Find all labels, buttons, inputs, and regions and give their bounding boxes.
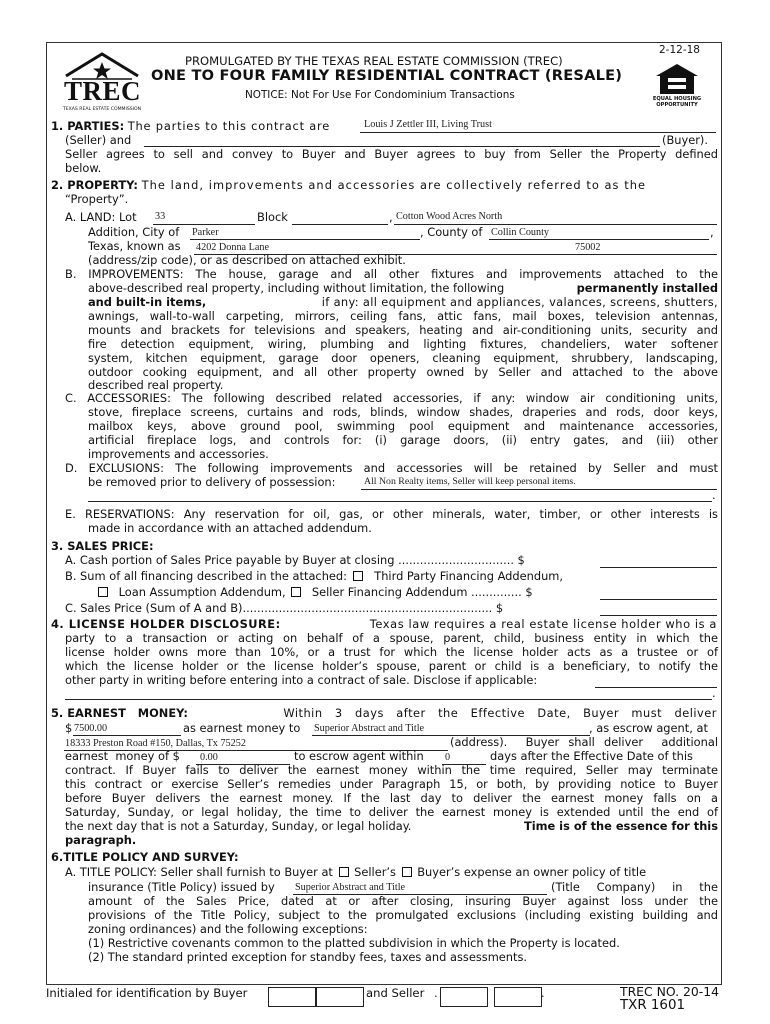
accessories-line-3 [88, 420, 718, 434]
block-comma: , [389, 210, 393, 224]
parties-heading: 1. PARTIES: [51, 119, 125, 133]
trec-logo-subtitle: TEXAS REAL ESTATE COMMISSION [62, 107, 142, 112]
sales-price-b-text: B. Sum of all financing described in the attached: [65, 569, 347, 583]
exclusions-line-2: be removed prior to delivery of possession: [88, 475, 336, 489]
accessories-text-3: mailbox keys, above ground pool, swimming pool equipment and maintenance accessories, [88, 419, 718, 433]
earnest-money-text-7: before Buyer delivers the earnest money. If the last day to deliver the earnest money falls on a [65, 791, 718, 805]
additional-earnest-label: earnest money of $ [65, 749, 180, 763]
buyer-label: (Buyer). [662, 133, 708, 147]
title-policy-heading: 6.TITLE POLICY AND SURVEY: [51, 850, 239, 864]
escrow-address-field[interactable]: 18333 Preston Road #150, Dallas, Tx 75252 [65, 738, 246, 749]
trec-logo-text: TREC [64, 76, 142, 106]
license-holder-text-3: license holder owns more than 10%, or a trust for which the license holder acts as a trustee or of [65, 645, 718, 659]
condominium-notice: NOTICE: Not For Use For Condominium Transactions [245, 89, 515, 101]
improvements-text-7: system, kitchen equipment, garage door openers, cleaning equipment, shrubbery, landscaping, [88, 351, 718, 365]
form-date-code: 2-12-18 [659, 44, 700, 56]
exception-2: (2) The standard printed exception for standby fees, taxes and assessments. [88, 950, 528, 964]
trec-logo [62, 52, 142, 114]
escrow-address-rest [450, 736, 718, 750]
seller-initial-box-1[interactable] [440, 987, 488, 1007]
city-field[interactable]: Parker [192, 227, 219, 238]
texas-known-as-label: Texas, known as [88, 239, 181, 253]
escrow-address-text: (address). Buyer shall deliver additional [450, 735, 718, 749]
earnest-money-line-8 [65, 806, 718, 820]
title-company-label: (Title Company) in the [551, 880, 718, 894]
initialed-buyer-label: Initialed for identification by Buyer [46, 986, 248, 1000]
address-note: (address/zip code), or as described on attached exhibit. [88, 253, 406, 267]
sellers-expense-checkbox[interactable] [339, 867, 349, 877]
accessories-text-2: stove, fireplace screens, curtains and rods, blinds, window shades, draperies and rods, door keys, [88, 405, 718, 419]
improvements-line-1 [65, 268, 718, 282]
subdivision-field[interactable]: Cotton Wood Acres North [396, 211, 503, 222]
improvements-text-5: mounts and brackets for televisions and speakers, heating and air-conditioning units, security and [88, 323, 718, 337]
exclusions-field-2[interactable] [88, 501, 712, 502]
title-company-field[interactable]: Superior Abstract and Title [295, 882, 406, 893]
sales-price-total-field[interactable] [600, 615, 717, 616]
trec-form-number: TREC NO. 20-14 [620, 984, 719, 999]
seller-financing-checkbox[interactable] [291, 587, 301, 597]
block-label: Block [257, 210, 288, 224]
title-policy-line-5: zoning ordinances) and the following exceptions: [88, 922, 368, 936]
and-seller-label: and Seller [366, 986, 425, 1000]
days-after-label: days after the Effective Date of this [490, 749, 693, 763]
improvements-line-5 [88, 324, 718, 338]
license-holder-line-1 [51, 618, 717, 632]
seller-financing-label: Seller Financing Addendum .............. $ [311, 585, 533, 599]
seller-and-label: (Seller) and [65, 133, 132, 147]
disclosure-period: . [712, 686, 716, 700]
accessories-line-5: improvements and accessories. [88, 447, 269, 461]
earnest-amount-field[interactable]: 7500.00 [74, 723, 108, 734]
accessories-line-1 [65, 392, 718, 406]
seller-initial-end-dot: . [541, 986, 545, 1000]
block-field[interactable] [292, 224, 388, 225]
exclusions-period: . [712, 488, 716, 502]
county-field[interactable]: Collin County [491, 227, 550, 238]
buyers-expense-checkbox[interactable] [402, 867, 412, 877]
title-company-label-wrap [551, 881, 718, 895]
license-holder-line-5: other party in writing before entering into a contract of sale. Disclose if applicable: [65, 673, 538, 687]
section-property [51, 179, 717, 193]
county-label: , County of [420, 225, 483, 239]
sales-price-b-line2 [96, 586, 533, 600]
improvements-text-2: above-described real property, including without limitation, the following [88, 281, 505, 295]
license-holder-heading: 4. LICENSE HOLDER DISCLOSURE: [51, 617, 281, 631]
parties-text-3: Seller agrees to sell and convey to Buyer and Buyer agrees to buy from Seller the Property defined [65, 147, 718, 161]
contract-title: ONE TO FOUR FAMILY RESIDENTIAL CONTRACT (RESALE) [151, 67, 623, 84]
seller-name-field[interactable]: Louis J Zettler III, Living Trust [364, 119, 492, 130]
parties-intro: The parties to this contract are [127, 119, 331, 133]
earnest-money-line-5 [65, 764, 718, 778]
improvements-line-9: described real property. [88, 378, 224, 392]
property-heading: 2. PROPERTY: [51, 178, 138, 192]
license-holder-text-4: which the license holder or the license holder’s spouse, parent or child is a beneficiary, to notify the [65, 659, 718, 673]
sales-price-a: A. Cash portion of Sales Price payable by Buyer at closing ................................ $ [65, 553, 525, 567]
earnest-money-line-7 [65, 792, 718, 806]
time-essence-text-2: paragraph. [65, 833, 137, 847]
earnest-money-text-9: the next day that is not a Saturday, Sunday, or legal holiday. [65, 819, 412, 833]
improvements-line-4 [88, 310, 718, 324]
improvements-line-6 [88, 338, 718, 352]
buyers-expense-label: Buyer’s expense an owner policy of title [417, 865, 647, 879]
promulgated-line: PROMULGATED BY THE TEXAS REAL ESTATE COMMISSION (TREC) [185, 54, 563, 68]
improvements-line-2 [88, 282, 718, 296]
earnest-dollar: $ [65, 721, 73, 735]
earnest-money-line-9 [65, 820, 718, 834]
equal-housing-icon [654, 62, 700, 96]
permanently-installed-text: permanently installed [576, 281, 718, 295]
earnest-amount-underline [73, 735, 181, 736]
earnest-money-line-1 [51, 707, 717, 721]
improvements-text-8: outdoor cooking equipment, and all other property owned by Seller and attached to the above [88, 365, 718, 379]
as-earnest-money-label: as earnest money to [183, 721, 301, 735]
license-holder-text-2: party to a transaction or acting on behalf of a spouse, parent, child, business entity in which the [65, 631, 718, 645]
license-holder-line-3 [65, 646, 718, 660]
disclosure-field-2[interactable] [65, 699, 712, 700]
accessories-text-1: C. ACCESSORIES: The following described related accessories, if any: window air conditioning units, [65, 391, 718, 405]
accessories-line-2 [88, 406, 718, 420]
exclusions-underline [361, 489, 717, 490]
land-label: A. LAND: Lot [65, 210, 137, 224]
exclusions-field[interactable]: All Non Realty items, Seller will keep personal items. [364, 476, 576, 487]
city-underline [190, 239, 420, 240]
additional-days-field[interactable]: 0 [445, 752, 451, 763]
exclusions-line-1 [65, 462, 718, 476]
equal-housing-logo [654, 62, 700, 118]
license-holder-text-1: Texas law requires a real estate license holder who is a [369, 617, 717, 631]
seller-initial-box-2[interactable] [494, 987, 542, 1007]
sales-price-heading: 3. SALES PRICE: [51, 539, 154, 553]
title-policy-text-4: provisions of the Title Policy, subject to the promulgated exclusions (including existing building and [88, 908, 718, 922]
improvements-text-4: awnings, wall-to-wall carpeting, mirrors, ceiling fans, attic fans, mail boxes, television antennas, [88, 309, 718, 323]
parties-line-3 [65, 148, 718, 162]
txr-form-number: TXR 1601 [620, 998, 685, 1013]
escrow-agent-field[interactable]: Superior Abstract and Title [314, 723, 425, 734]
earnest-money-heading: 5. EARNEST MONEY: [51, 706, 188, 720]
seller-initial-dot: . [434, 986, 438, 1000]
accessories-line-4 [88, 434, 718, 448]
title-policy-line-1 [65, 866, 646, 880]
improvements-text-1: B. IMPROVEMENTS: The house, garage and all other fixtures and improvements attached to the [65, 267, 718, 281]
accessories-text-4: artificial fireplace logs, and controls for: (i) garage doors, (ii) entry gates, and (iii) other [88, 433, 718, 447]
title-policy-line-3 [88, 895, 718, 909]
exception-1: (1) Restrictive covenants common to the platted subdivision in which the Property is located. [88, 936, 620, 950]
loan-assumption-checkbox[interactable] [98, 587, 108, 597]
earnest-money-line-6 [65, 778, 718, 792]
earnest-money-text-1: Within 3 days after the Effective Date, Buyer must deliver [283, 706, 717, 720]
sellers-expense-label: Seller’s [354, 865, 396, 879]
equal-housing-text: EQUAL HOUSING OPPORTUNITY [652, 96, 702, 108]
additional-earnest-field[interactable]: 0.00 [200, 752, 218, 763]
title-policy-text-3: amount of the Sales Price, dated at or after closing, insuring Buyer against loss under the [88, 894, 718, 908]
county-comma: , [710, 225, 714, 239]
property-intro: The land, improvements and accessories are collectively referred to as the [141, 178, 647, 192]
addition-city-label: Addition, City of [88, 225, 180, 239]
property-intro-2: “Property”. [65, 192, 129, 206]
reservations-text-1: E. RESERVATIONS: Any reservation for oil, gas, or other minerals, water, timber, or other interests is [65, 507, 718, 521]
license-holder-line-4 [65, 660, 718, 674]
time-essence-text: Time is of the essence for this [523, 819, 718, 833]
reservations-line-2: made in accordance with an attached addendum. [88, 521, 372, 535]
financing-sum-field[interactable] [600, 599, 717, 600]
license-holder-line-2 [65, 632, 718, 646]
as-escrow-agent-label: , as escrow agent, at [589, 721, 708, 735]
sales-price-c: C. Sales Price (Sum of A and B)..................................................................... $ [65, 601, 504, 615]
reservations-line-1 [65, 508, 718, 522]
improvements-text-6: fire detection equipment, wiring, plumbing and lighting fixtures, chandeliers, water softener [88, 337, 718, 351]
county-underline [489, 239, 709, 240]
zip-field[interactable]: 75002 [575, 242, 601, 253]
earnest-money-text-5: contract. If Buyer fails to deliver the earnest money within the time required, Seller may terminate [65, 763, 718, 777]
buyer-initial-box-2[interactable] [316, 987, 364, 1007]
improvements-text-3: if any: all equipment and appliances, valances, screens, shutters, [321, 295, 718, 309]
exclusions-text-1: D. EXCLUSIONS: The following improvements and accessories will be retained by Seller and must [65, 461, 718, 475]
parties-line-4: below. [65, 161, 102, 175]
cash-portion-field[interactable] [600, 567, 717, 568]
third-party-financing-checkbox[interactable] [353, 571, 363, 581]
earnest-money-text-8: Saturday, Sunday, or legal holiday, the time to deliver the earnest money is extended until the end of [65, 805, 718, 819]
sales-price-b-line1 [65, 570, 563, 584]
disclosure-field[interactable] [595, 687, 717, 688]
address-field[interactable]: 4202 Donna Lane [196, 242, 269, 253]
to-escrow-within-label: to escrow agent within [294, 749, 424, 763]
improvements-line-7 [88, 352, 718, 366]
title-policy-text-1: A. TITLE POLICY: Seller shall furnish to Buyer at [65, 865, 333, 879]
title-policy-line-2: insurance (Title Policy) issued by [88, 880, 275, 894]
improvements-line-3 [88, 296, 718, 310]
third-party-financing-label: Third Party Financing Addendum, [374, 569, 564, 583]
built-in-items-text: and built-in items, [88, 295, 207, 309]
loan-assumption-label: Loan Assumption Addendum, [118, 585, 286, 599]
earnest-money-text-6: this contract or exercise Seller’s remedies under Paragraph 15, or both, by providing notice to Buyer [65, 777, 718, 791]
title-policy-line-4 [88, 909, 718, 923]
lot-field[interactable]: 33 [155, 211, 166, 222]
buyer-initial-box-1[interactable] [268, 987, 316, 1007]
